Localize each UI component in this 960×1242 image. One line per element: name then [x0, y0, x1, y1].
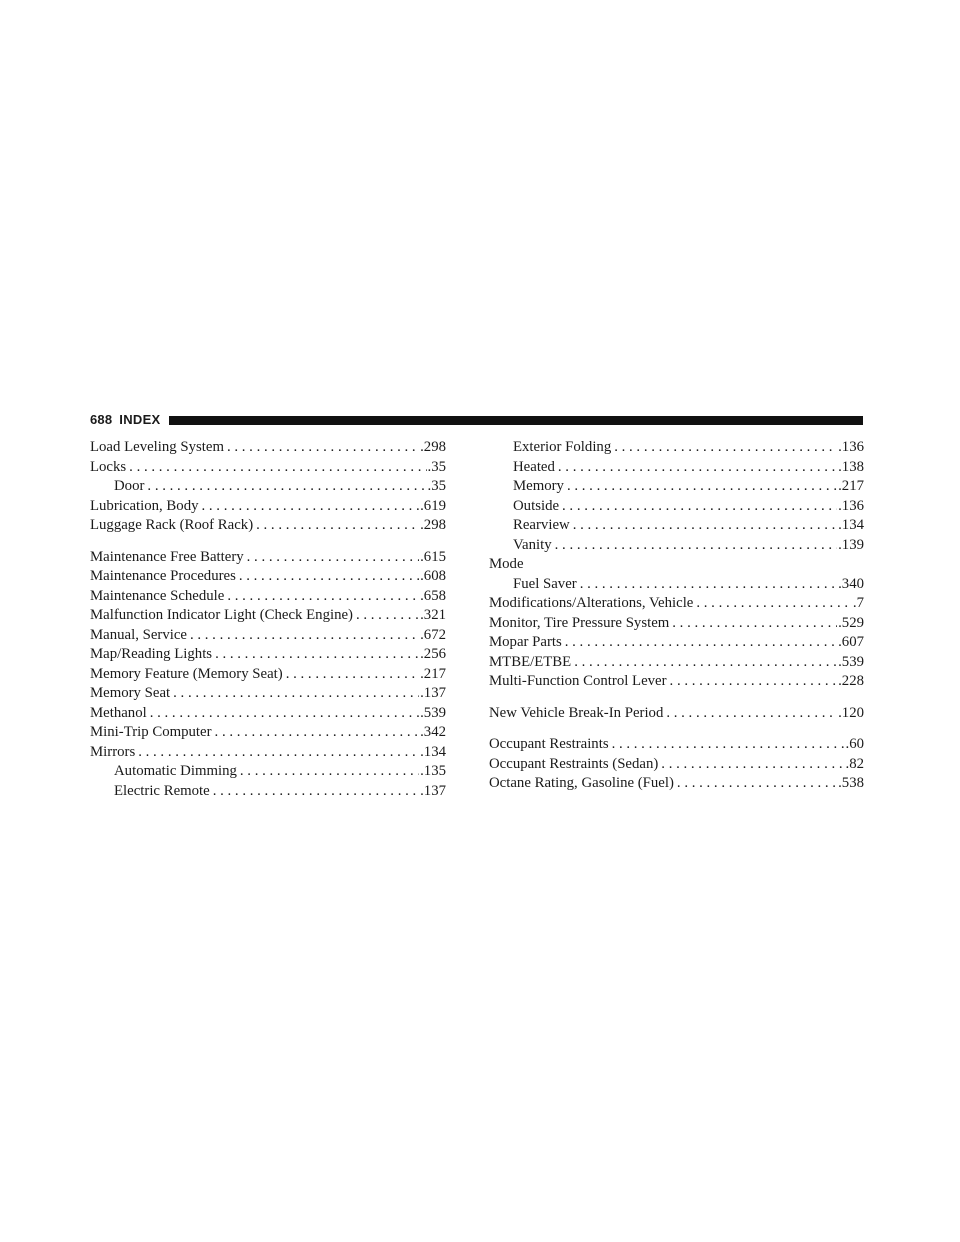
index-entry-label: Occupant Restraints (Sedan)	[489, 755, 659, 772]
index-entry-label: MTBE/ETBE	[489, 653, 572, 670]
index-entry	[90, 458, 446, 478]
index-entry-label: Maintenance Schedule	[90, 587, 225, 604]
index-entry-label: Maintenance Free Battery	[90, 548, 244, 565]
index-entry	[489, 704, 864, 724]
index-entry-label: Mopar Parts	[489, 634, 562, 650]
index-subentry	[90, 477, 446, 497]
page-header	[90, 413, 863, 427]
index-entry-label: Map/Reading Lights	[90, 646, 213, 662]
index-entry-page: .539	[420, 704, 446, 721]
dot-leader	[215, 645, 419, 665]
index-entry-page: .615	[420, 548, 446, 565]
index-entry-label: Methanol	[90, 704, 147, 721]
index-entry-page: .298	[420, 517, 446, 533]
index-entry	[489, 672, 864, 692]
index-entry-page: .298	[420, 439, 446, 455]
dot-leader	[565, 633, 837, 653]
dot-leader	[567, 477, 837, 497]
index-entry-page: .35	[427, 458, 446, 475]
dot-leader	[150, 704, 419, 724]
index-entry-label: Luggage Rack (Roof Rack)	[90, 517, 254, 533]
index-entry-page: .134	[420, 743, 446, 760]
index-column-right	[489, 438, 864, 794]
index-entry-page: .529	[838, 614, 864, 631]
header-rule	[169, 416, 863, 425]
index-entry-label: Heated	[513, 458, 555, 475]
dot-leader	[562, 497, 837, 517]
index-entry-label: Fuel Saver	[513, 575, 577, 592]
index-subentry	[90, 762, 446, 782]
dot-leader	[240, 762, 419, 782]
index-entry-label: Memory	[513, 478, 564, 494]
index-entry-page: .539	[838, 653, 864, 670]
index-subentry	[489, 516, 864, 536]
page-number: 688	[90, 412, 113, 427]
index-entry-page: .138	[838, 458, 864, 475]
index-entry	[90, 723, 446, 743]
index-entry-label: New Vehicle Break-In Period	[489, 704, 664, 721]
index-subentry	[489, 477, 864, 497]
index-entry-label: Door	[114, 478, 145, 494]
dot-leader	[677, 774, 837, 794]
dot-leader	[247, 548, 419, 568]
index-subentry	[489, 497, 864, 517]
index-entry	[90, 665, 446, 685]
index-entry	[489, 755, 864, 775]
index-entry-label: Mode	[489, 556, 524, 572]
index-subentry	[90, 782, 446, 802]
index-entry-page: .217	[838, 478, 864, 494]
index-entry-page: .538	[838, 775, 864, 791]
index-entry-page: .608	[420, 568, 446, 584]
index-entry-page: .134	[838, 517, 864, 533]
dot-leader	[256, 516, 419, 536]
index-entry-page: .228	[838, 673, 864, 689]
index-entry-page: .619	[420, 497, 446, 514]
index-entry	[90, 626, 446, 646]
index-entry	[90, 497, 446, 517]
index-entry-page: .607	[838, 634, 864, 650]
index-entry-page: .139	[838, 536, 864, 553]
index-entry-label: Memory Feature (Memory Seat)	[90, 665, 283, 682]
index-entry	[90, 743, 446, 763]
index-entry-label: Mini-Trip Computer	[90, 724, 212, 740]
index-entry-label: Monitor, Tire Pressure System	[489, 614, 670, 631]
index-entry-label: Memory Seat	[90, 685, 171, 701]
index-entry-label: Automatic Dimming	[114, 763, 237, 779]
index-entry-label: Rearview	[513, 517, 570, 533]
index-entry-page: .658	[420, 587, 446, 604]
index-entry	[90, 645, 446, 665]
index-entry-label: Load Leveling System	[90, 439, 224, 455]
index-entry-label: Locks	[90, 458, 127, 475]
dot-leader	[138, 743, 419, 763]
index-entry-label: Multi-Function Control Lever	[489, 673, 667, 689]
index-entry-page: .82	[845, 755, 864, 772]
dot-leader	[661, 755, 844, 775]
dot-leader	[696, 594, 852, 614]
dot-leader	[558, 458, 837, 478]
index-entry-page: .137	[420, 782, 446, 799]
dot-leader	[580, 575, 837, 595]
index-entry	[489, 594, 864, 614]
index-entry	[489, 633, 864, 653]
index-entry	[489, 614, 864, 634]
dot-leader	[202, 497, 420, 517]
index-subentry	[489, 536, 864, 556]
index-entry-label: Maintenance Procedures	[90, 568, 236, 584]
index-entry-label: Vanity	[513, 536, 552, 553]
index-entry	[90, 606, 446, 626]
index-subentry	[489, 438, 864, 458]
index-entry-label: Modifications/Alterations, Vehicle	[489, 595, 694, 611]
index-entry	[90, 516, 446, 536]
index-entry-label: Outside	[513, 497, 560, 514]
dot-leader	[239, 567, 419, 587]
index-entry-page: .136	[838, 497, 864, 514]
index-entry	[90, 567, 446, 587]
index-column-left	[90, 438, 446, 801]
index-entry-page: .672	[420, 626, 446, 643]
index-entry-page: .137	[420, 685, 446, 701]
dot-leader	[147, 477, 426, 497]
dot-leader	[173, 684, 419, 704]
index-entry	[489, 735, 864, 755]
index-entry-page: .135	[420, 763, 446, 779]
index-entry-page: .120	[838, 704, 864, 721]
index-entry-label: Exterior Folding	[513, 439, 612, 455]
dot-leader	[215, 723, 420, 743]
dot-leader	[666, 704, 837, 724]
dot-leader	[574, 653, 837, 673]
dot-leader	[612, 735, 845, 755]
dot-leader	[213, 782, 419, 802]
index-entry	[90, 587, 446, 607]
index-entry-page: .321	[420, 607, 446, 623]
dot-leader	[672, 614, 837, 634]
dot-leader	[356, 606, 419, 626]
index-subentry	[489, 575, 864, 595]
index-entry-label: Electric Remote	[114, 782, 210, 799]
index-entry	[90, 438, 446, 458]
index-entry	[90, 704, 446, 724]
index-heading	[489, 555, 864, 575]
dot-leader	[129, 458, 426, 478]
index-entry-page: .60	[845, 736, 864, 752]
index-subentry	[489, 458, 864, 478]
index-entry-page: .217	[420, 665, 446, 682]
index-entry	[489, 653, 864, 673]
index-entry-page: .340	[838, 575, 864, 592]
index-entry-label: Occupant Restraints	[489, 736, 609, 752]
dot-leader	[227, 438, 419, 458]
section-title: INDEX	[119, 412, 161, 427]
dot-leader	[190, 626, 419, 646]
index-entry-label: Malfunction Indicator Light (Check Engine)	[90, 607, 353, 623]
index-entry-page: .7	[852, 595, 864, 611]
index-entry-label: Octane Rating, Gasoline (Fuel)	[489, 775, 674, 791]
index-entry	[90, 684, 446, 704]
index-entry-page: .342	[420, 724, 446, 740]
index-entry-label: Lubrication, Body	[90, 497, 199, 514]
index-entry-page: .35	[427, 478, 446, 494]
dot-leader	[614, 438, 837, 458]
index-entry-page: .136	[838, 439, 864, 455]
index-entry-page: .256	[420, 646, 446, 662]
index-entry	[489, 774, 864, 794]
index-entry-label: Mirrors	[90, 743, 136, 760]
dot-leader	[286, 665, 419, 685]
dot-leader	[573, 516, 837, 536]
dot-leader	[670, 672, 838, 692]
index-entry	[90, 548, 446, 568]
index-entry-label: Manual, Service	[90, 626, 187, 643]
dot-leader	[555, 536, 837, 556]
dot-leader	[227, 587, 419, 607]
